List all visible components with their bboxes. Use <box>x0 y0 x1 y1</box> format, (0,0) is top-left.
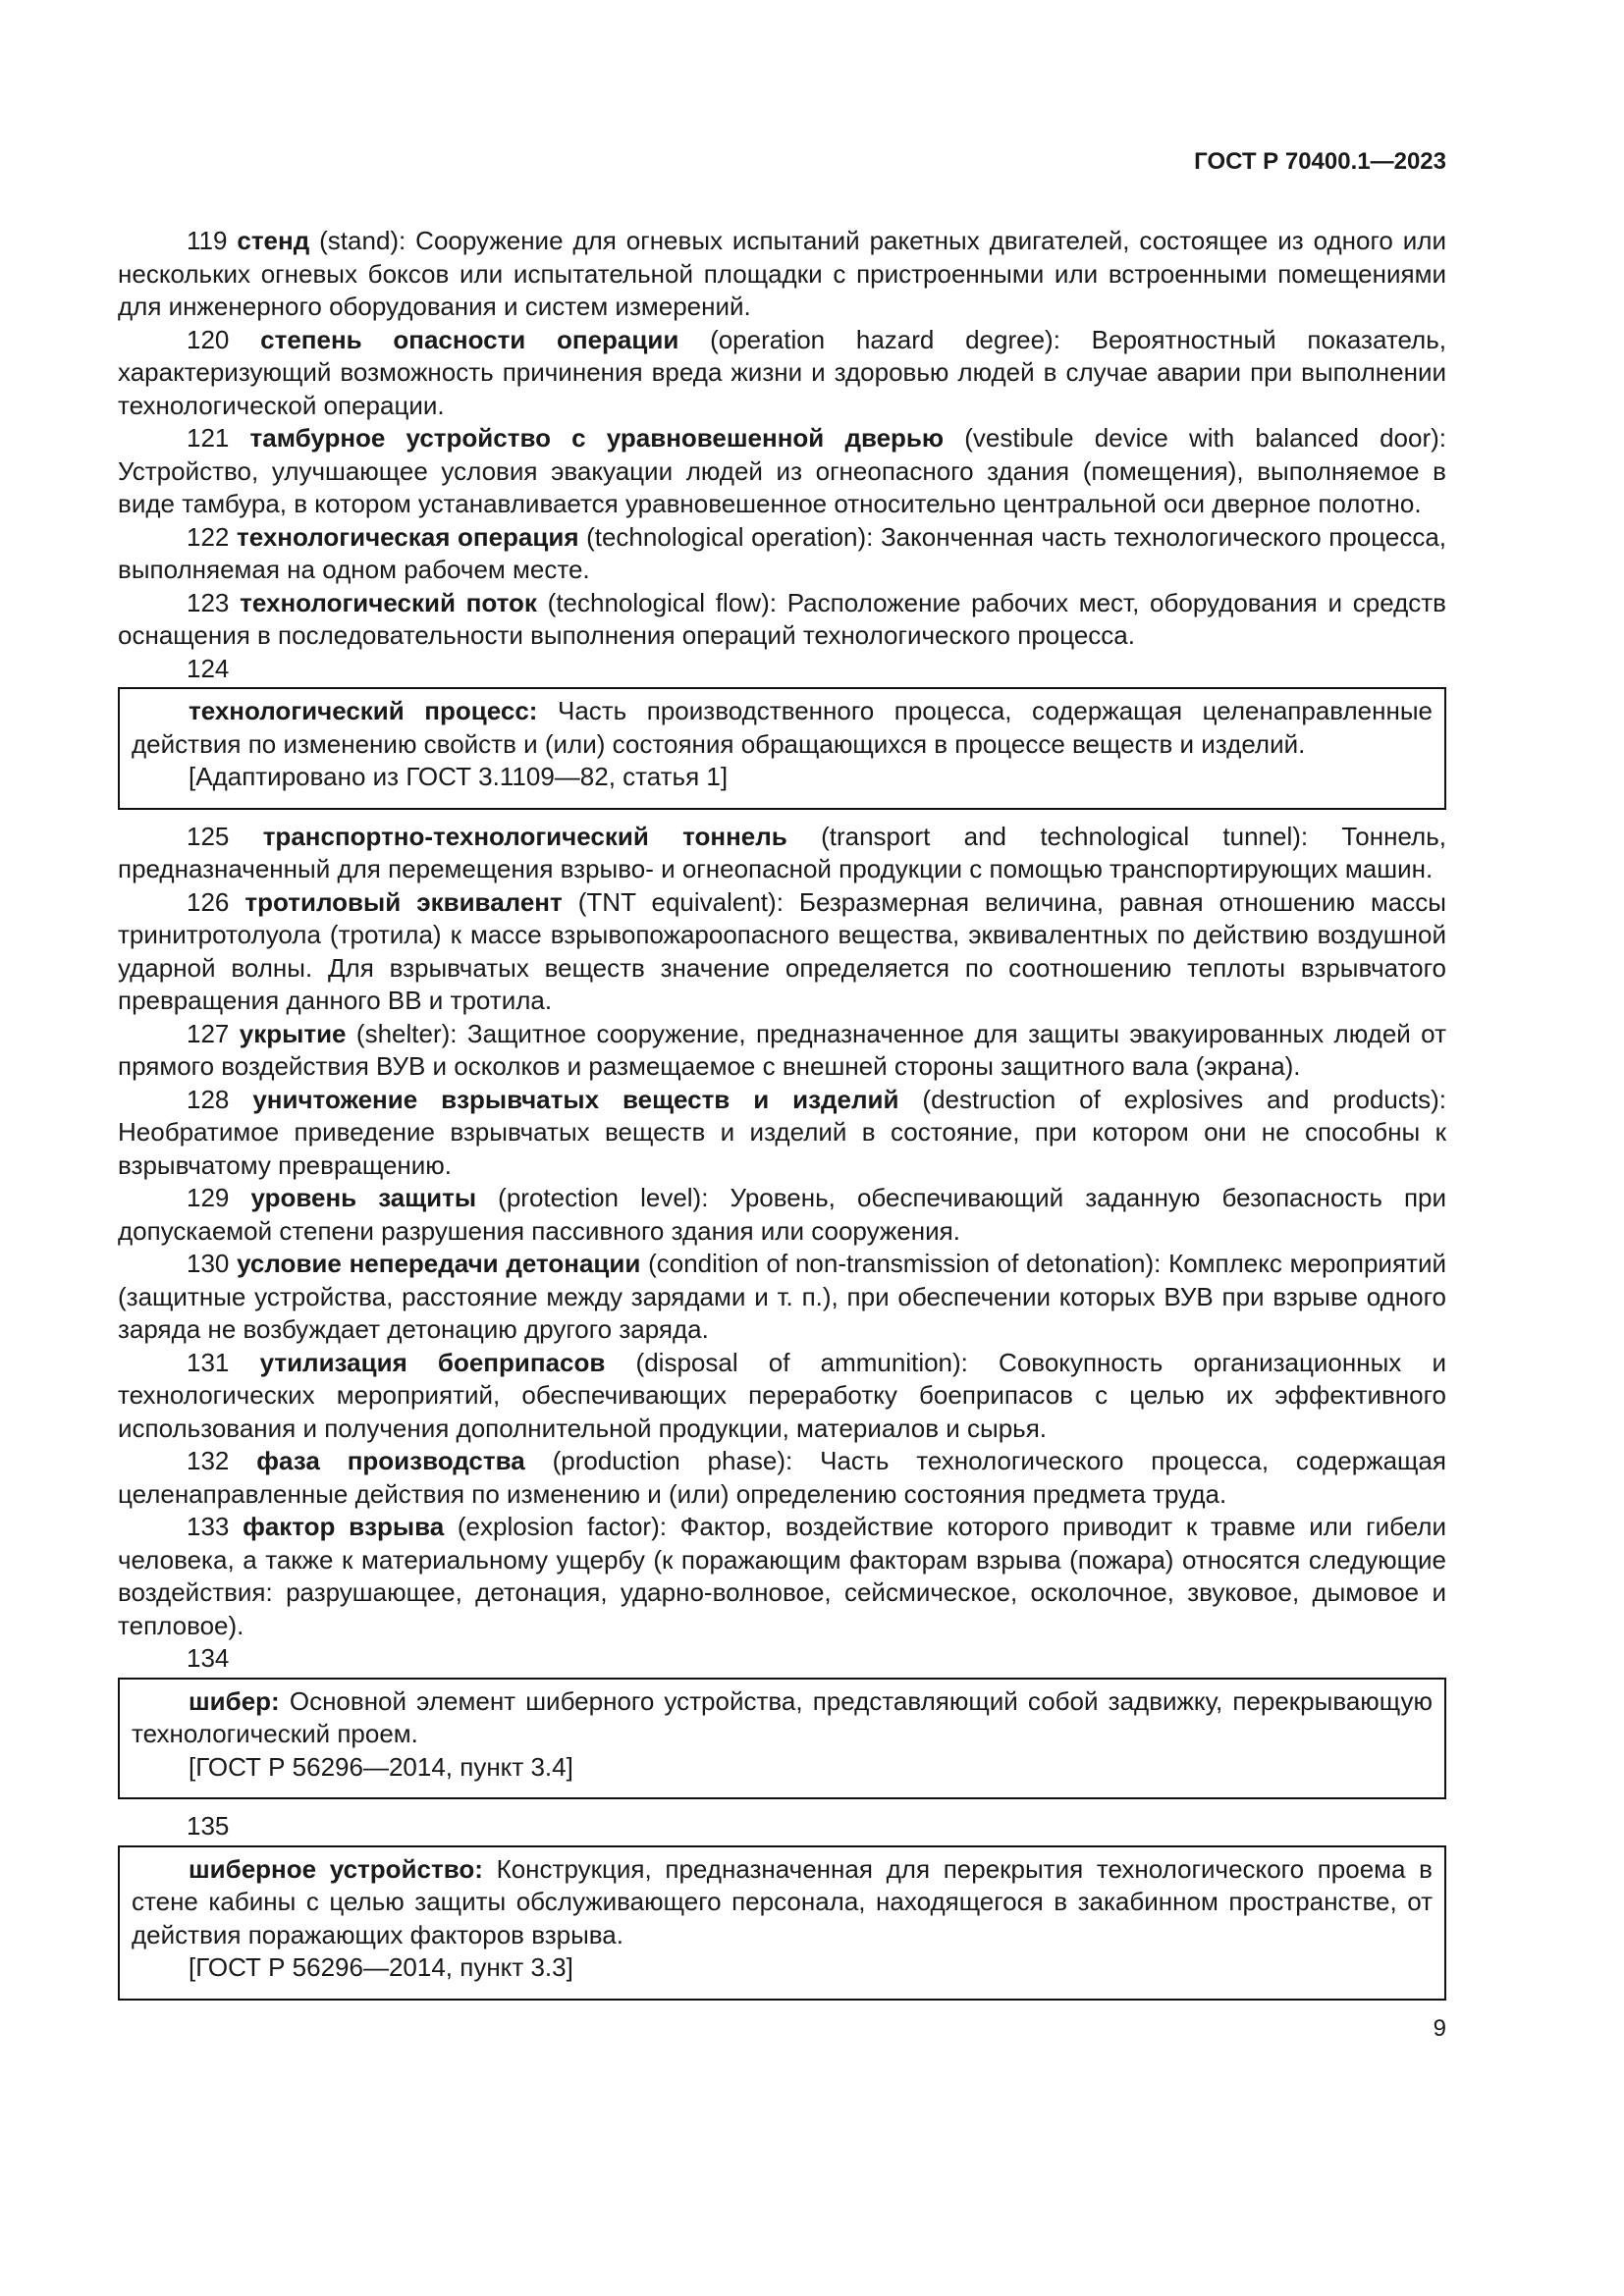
term-name: шиберное устройство: <box>189 1853 483 1884</box>
term-name: технологический поток <box>240 587 537 617</box>
term-definition: (stand): Сооружение для огневых испытаний ракетных двигателей, состоящее из одного или нескольких огневых боксов или испытательной площадки с пристроенными или встроенными помещениями для инженерного оборудования и систем измерений. <box>118 226 1446 321</box>
entry-number: 120 <box>187 324 230 354</box>
term-entry-128 <box>118 1084 1446 1183</box>
entry-number: 128 <box>187 1084 230 1114</box>
terms-list <box>118 225 1446 2011</box>
term-name: уровень защиты <box>250 1183 477 1212</box>
term-entry-119 <box>118 225 1446 324</box>
term-name: степень опасности операции <box>260 324 679 354</box>
term-name: шибер: <box>189 1685 280 1716</box>
term-definition: Конструкция, предназначенная для перекрытия технологического проема в стене кабины с целью защиты обслуживающего персонала, находящегося в закабинном пространстве, от действия поражающих факторов взрыва. <box>132 1853 1433 1949</box>
term-entry-133 <box>118 1511 1446 1642</box>
term-definition: (TNT equivalent): Безразмерная величина, равная отношению массы тринитротолуола (тротила) к массе взрывопожароопасного вещества, эквивалентных по действию воздушной ударной волны. Для взрывчатых веществ значение определяется по соотношению теплоты взрывчатого превращения данного ВВ и тротила. <box>118 886 1446 1015</box>
term-entry-129 <box>118 1182 1446 1248</box>
term-definition: (technological operation): Законченная часть технологического процесса, выполняемая на одном рабочем месте. <box>118 521 1446 584</box>
term-name: технологическая операция <box>236 521 579 552</box>
entry-number: 123 <box>187 587 230 617</box>
term-box-134 <box>118 1678 1446 1800</box>
term-name: транспортно-технологический тоннель <box>262 821 787 851</box>
term-box-124 <box>118 687 1446 810</box>
source-reference: [ГОСТ Р 56296—2014, пункт 3.3] <box>189 1952 573 1982</box>
entry-number: 122 <box>187 521 230 552</box>
term-entry-135 <box>132 1853 1433 1952</box>
term-name: уничтожение взрывчатых веществ и изделий <box>252 1084 899 1114</box>
term-name: укрытие <box>239 1018 347 1048</box>
term-entry-124 <box>132 695 1433 761</box>
term-box-135 <box>118 1845 1446 2001</box>
term-entry-122 <box>118 521 1446 587</box>
term-name: фаза производства <box>256 1446 525 1475</box>
term-entry-134 <box>132 1685 1433 1751</box>
term-entry-121 <box>118 422 1446 521</box>
term-definition: (protection level): Уровень, обеспечивающий заданную безопасность при допускаемой степени разрушения пассивного здания или сооружения. <box>118 1183 1447 1246</box>
term-entry-131 <box>118 1347 1446 1446</box>
source-reference: [Адаптировано из ГОСТ 3.1109—82, статья 1] <box>189 762 729 791</box>
term-definition: (condition of non-transmission of detonation): Комплекс мероприятий (защитные устройства, расстояние между зарядами и т. п.), при обеспечении которых ВУВ при взрыве одного заряда не возбуждает детонацию другого заряда. <box>118 1249 1446 1344</box>
term-entry-132 <box>118 1445 1446 1511</box>
entry-number: 130 <box>187 1249 230 1278</box>
term-entry-127 <box>118 1018 1446 1084</box>
term-name: стенд <box>237 226 310 255</box>
entry-number: 121 <box>187 423 230 453</box>
term-entry-120 <box>118 324 1446 423</box>
page-number: 9 <box>1433 2015 1446 2042</box>
entry-number: 135 <box>187 1811 230 1841</box>
term-definition: Часть производственного процесса, содержащая целенаправленные действия по изменению свойств и (или) состояния обращающихся в процессе веществ и изделий. <box>132 696 1433 759</box>
entry-number: 127 <box>187 1018 230 1048</box>
entry-number: 129 <box>187 1183 230 1212</box>
entry-number: 126 <box>187 886 230 917</box>
term-definition: (technological flow): Расположение рабочих мест, оборудования и средств оснащения в последовательности выполнения операций технологического процесса. <box>118 587 1446 650</box>
term-name: тамбурное устройство с уравновешенной дверью <box>249 423 945 453</box>
term-entry-126 <box>118 886 1446 1018</box>
entry-number: 131 <box>187 1347 230 1377</box>
entry-number: 124 <box>187 653 230 683</box>
term-name: условие непередачи детонации <box>237 1249 641 1278</box>
entry-number: 132 <box>187 1446 230 1475</box>
term-definition: (destruction of explosives and products): Необратимое приведение взрывчатых веществ и изделий в состояние, при котором они не способны к взрывчатому превращению. <box>118 1084 1446 1180</box>
term-definition: (explosion factor): Фактор, воздействие которого приводит к травме или гибели человека, а также к материальному ущербу (к поражающим факторам взрыва (пожара) относятся следующие воздействия: разрушающее, детонация, ударно-волновое, сейсмическое, осколочное, звуковое, дымовое и тепловое). <box>118 1512 1446 1640</box>
term-definition: (vestibule device with balanced door): Устройство, улучшающее условия эвакуации людей из огнеопасного здания (помещения), выполняемое в виде тамбура, в котором устанавливается уравновешенное относительно центральной оси дверное полотно. <box>118 423 1446 518</box>
term-definition: (shelter): Защитное сооружение, предназначенное для защиты эвакуированных людей от прямого воздействия ВУВ и осколков и размещаемое с внешней стороны защитного вала (экрана). <box>118 1018 1446 1081</box>
term-entry-123 <box>118 587 1446 653</box>
entry-number: 125 <box>187 821 230 851</box>
entry-number: 119 <box>187 226 228 255</box>
term-name: технологический процесс: <box>189 696 538 725</box>
term-entry-130 <box>118 1248 1446 1347</box>
term-name: фактор взрыва <box>243 1512 445 1541</box>
term-definition: (operation hazard degree): Вероятностный показатель, характеризующий возможность причинения вреда жизни и здоровью людей в случае аварии при выполнении технологической операции. <box>118 324 1446 420</box>
entry-number: 134 <box>187 1643 230 1673</box>
term-entry-125 <box>118 821 1446 886</box>
source-reference: [ГОСТ Р 56296—2014, пункт 3.4] <box>189 1751 573 1782</box>
term-definition: (disposal of ammunition): Совокупность организационных и технологических мероприятий, обеспечивающих переработку боеприпасов с целью их эффективного использования и получения дополнительной продукции, материалов и сырья. <box>118 1347 1446 1443</box>
term-definition: Основной элемент шиберного устройства, представляющий собой задвижку, перекрывающую технологический проем. <box>132 1685 1433 1748</box>
entry-number: 133 <box>187 1512 230 1541</box>
document-header: ГОСТ Р 70400.1—2023 <box>1194 148 1446 175</box>
term-name: утилизация боеприпасов <box>259 1347 606 1377</box>
term-name: тротиловый эквивалент <box>244 886 563 917</box>
term-definition: (production phase): Часть технологического процесса, содержащая целенаправленные действия по изменению и (или) определению состояния предмета труда. <box>118 1446 1446 1509</box>
term-definition: (transport and technological tunnel): Тоннель, предназначенный для перемещения взрыво- и огнеопасной продукции с помощью транспортирующих машин. <box>118 821 1446 883</box>
